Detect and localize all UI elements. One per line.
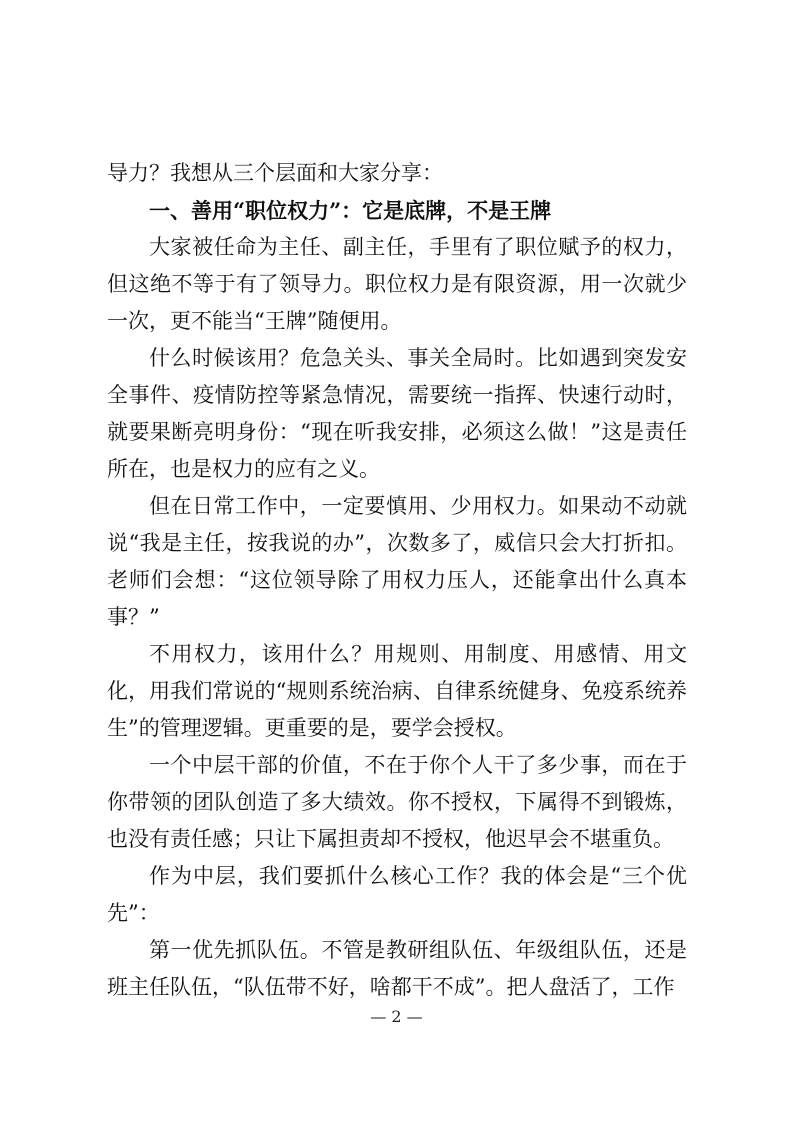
body-text [107, 155, 687, 1006]
paragraph: 作为中层，我们要抓什么核心工作？我的体会是“三个优先”： [107, 864, 687, 925]
paragraph: 不用权力，该用什么？用规则、用制度、用感情、用文化，用我们常说的“规则系统治病、自律系统健身、免疫系统养生”的管理逻辑。更重要的是，要学会授权。 [107, 642, 687, 740]
page-number: — 2 — [370, 1007, 423, 1026]
paragraph: 一个中层干部的价值，不在于你个人干了多少事，而在于你带领的团队创造了多大绩效。你不授权，下属得不到锻炼，也没有责任感；只让下属担责却不授权，他迟早会不堪重负。 [107, 753, 687, 851]
paragraph: 第一优先抓队伍。不管是教研组队伍、年级组队伍，还是班主任队伍，“队伍带不好，啥都干不成”。把人盘活了，工作 [107, 938, 687, 999]
paragraph: 但在日常工作中，一定要慎用、少用权力。如果动不动就说“我是主任，按我说的办”，次数多了，威信只会大打折扣。老师们会想：“这位领导除了用权力压人，还能拿出什么真本事？” [107, 494, 687, 629]
paragraph: 导力？我想从三个层面和大家分享： [107, 161, 443, 185]
paragraph: 什么时候该用？危急关头、事关全局时。比如遇到突发安全事件、疫情防控等紧急情况，需要统一指挥、快速行动时，就要果断亮明身份：“现在听我安排，必须这么做！”这是责任所在，也是权力的应有之义。 [107, 346, 687, 481]
section-heading: 一、善用“职位权力”：它是底牌，不是王牌 [149, 198, 552, 223]
paragraph: 大家被任命为主任、副主任，手里有了职位赋予的权力，但这绝不等于有了领导力。职位权力是有限资源，用一次就少一次，更不能当“王牌”随便用。 [107, 235, 687, 333]
